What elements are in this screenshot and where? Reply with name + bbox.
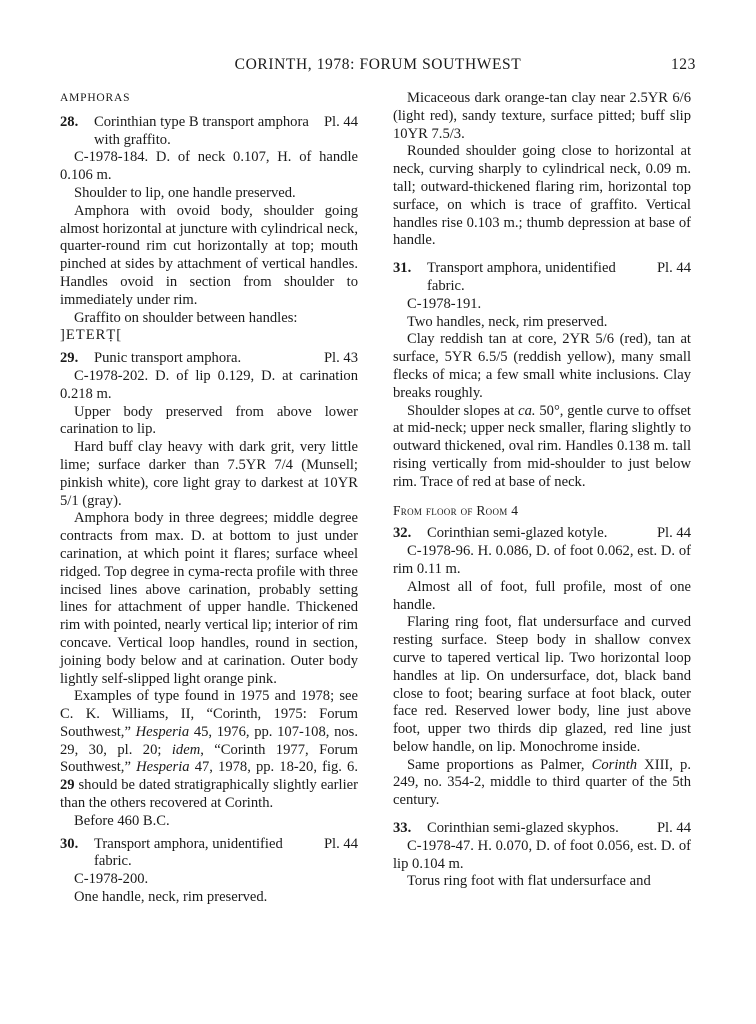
section-title-amphoras: AMPHORAS	[60, 92, 131, 104]
entry-title: Corinthian type B transport amphora with graffito.	[94, 113, 309, 148]
graffito-label: Graffito on shoulder between handles:	[74, 309, 298, 326]
right-column	[393, 90, 691, 891]
catalog-number: C-1978-47. H. 0.070, D. of foot 0.056, est. D. of lip 0.104 m.	[393, 837, 691, 872]
catalog-entry-30	[60, 836, 358, 907]
catalog-number: C-1978-184. D. of neck 0.107, H. of handle 0.106 m.	[60, 149, 358, 184]
left-column	[60, 90, 358, 907]
journal-title: Hesperia	[136, 759, 190, 776]
circa: ca.	[518, 402, 536, 419]
entry-heading	[60, 350, 358, 368]
preserved-parts: Two handles, neck, rim preserved.	[407, 313, 608, 330]
series-title: Corinth	[591, 756, 638, 773]
clay-description: Micaceous dark orange-tan clay near 2.5YR 6/6 (light red), sandy texture, surface pitted; buff slip 10YR 7.5/3.	[393, 90, 691, 142]
preserved-parts: One handle, neck, rim preserved.	[74, 889, 268, 906]
description: Rounded shoulder going close to horizontal at neck, curving sharply to cylindrical neck, 0.09 m. tall; outward-thickened flaring rim, horizontal top surface, on which is trace of graffito. Vertical handles rise 0.103 m.; thumb depression at base of handle.	[393, 143, 691, 249]
entry-number: 31.	[393, 260, 412, 277]
plate-reference: Pl. 44	[656, 525, 691, 542]
entry-number: 30.	[60, 835, 79, 852]
clay-description: Hard buff clay heavy with dark grit, very little lime; surface darker than 7.5YR 7/4 (Munsell; pinkish white), core light gray to darkest at 10YR 5/1 (gray).	[60, 439, 358, 509]
entry-heading	[60, 114, 358, 150]
catalog-entry-28	[60, 114, 358, 345]
clay-description: Clay reddish tan at core, 2YR 5/6 (red), tan at surface, 5YR 6.5/5 (reddish yellow), many small flecks of mica; a few small white inclusions. Clay breaks roughly.	[393, 331, 691, 401]
catalog-entry-30-continued	[393, 90, 691, 250]
catalog-entry-29	[60, 350, 358, 831]
description: Amphora with ovoid body, shoulder going almost horizontal at juncture with cylindrical neck, quarter-round rim cut horizontally at top; mouth pinched at sides by attachment of vertical handles. Handles ovoid in section from shoulder to immediately under rim.	[60, 202, 358, 308]
references: Same proportions as Palmer, Corinth XIII, p. 249, no. 354-2, middle to third quarter of the 5th century.	[393, 756, 691, 809]
preserved-parts: Almost all of foot, full profile, most of one handle.	[393, 578, 691, 613]
catalog-number: C-1978-96. H. 0.086, D. of foot 0.062, est. D. of rim 0.11 m.	[393, 543, 691, 577]
entry-heading	[393, 525, 691, 543]
entry-title: Corinthian semi-glazed skyphos.	[427, 820, 619, 837]
entry-title: Punic transport amphora.	[94, 350, 242, 367]
plate-reference: Pl. 43	[323, 350, 358, 367]
catalog-entry-33	[393, 820, 691, 891]
entry-number: 33.	[393, 820, 412, 837]
preserved-parts: Upper body preserved from above lower carination to lip.	[60, 403, 358, 438]
page-number: 123	[670, 56, 696, 73]
description: Flaring ring foot, flat undersurface and curved resting surface. Steep body in shallow convex curve to tapered vertical lip. Two horizontal loop handles at lip. On undersurface, dot, black band close to foot; bearing surface at foot black, outer face red. Reserved lower body, line just above foot, upper two thirds dip glazed, red line just below handle, on lip. Monochrome inside.	[393, 614, 691, 755]
plate-reference: Pl. 44	[656, 260, 691, 277]
preserved-parts: Shoulder to lip, one handle preserved.	[74, 184, 296, 201]
references: Examples of type found in 1975 and 1978; see C. K. Williams, II, “Corinth, 1975: Forum Southwest,” Hesperia 45, 1976, pp. 107-108, nos. 29, 30, pl. 20; idem, “Corinth 1977, Forum Southwest,” Hesperia 47, 1978, pp. 18-20, fig. 6. 29 should be dated stratigraphically slightly earlier than the others recovered at Corinth.	[60, 688, 358, 812]
entry-number: 32.	[393, 525, 412, 542]
entry-title: Transport amphora, unidentified fabric.	[94, 835, 283, 870]
catalog-number: C-1978-200.	[74, 871, 149, 888]
plate-reference: Pl. 44	[323, 113, 358, 130]
entry-title: Transport amphora, unidentified fabric.	[427, 260, 616, 294]
entry-heading	[393, 820, 691, 838]
entry-number: 29.	[60, 350, 79, 367]
description: Amphora body in three degrees; middle degree contracts from max. D. at bottom to just under carination, at which point it flares; surface wheel ridged. Top degree in cyma-recta profile with three incised lines above carination, probably setting lines for attachment of upper handle. Thickened rim with pointed, nearly vertical lip; interior of rim concave. Vertical loop handles, round in section, joining body below and at carination. Outer body lightly self-slipped light orange pink.	[60, 510, 358, 687]
entry-ref-number: 29	[60, 777, 75, 794]
plate-reference: Pl. 44	[323, 835, 358, 852]
section-title-room-4: From floor of Room 4	[393, 502, 519, 518]
date: Before 460 B.C.	[74, 812, 170, 829]
journal-title: Hesperia	[135, 723, 190, 740]
idem: idem	[171, 741, 201, 758]
catalog-entry-32	[393, 525, 691, 810]
plate-reference: Pl. 44	[656, 820, 691, 837]
catalog-entry-31	[393, 260, 691, 491]
description: Shoulder slopes at ca. 50°, gentle curve to offset at mid-neck; upper neck smaller, flaring slightly to outward thickened, oval rim. Handles 0.138 m. tall rising vertically from mid-shoulder to just below rim. Trace of red at base of neck.	[393, 402, 691, 490]
running-title: CORINTH, 1978: FORUM SOUTHWEST	[234, 56, 522, 73]
description: Torus ring foot with flat undersurface and	[407, 873, 651, 890]
entry-title: Corinthian semi-glazed kotyle.	[427, 525, 608, 542]
running-header	[60, 56, 696, 76]
catalog-number: C-1978-191.	[407, 295, 482, 312]
entry-heading	[393, 260, 691, 296]
catalog-number: C-1978-202. D. of lip 0.129, D. at carination 0.218 m.	[60, 367, 358, 402]
graffito-text: ]ETERṬ[	[60, 327, 123, 344]
entry-heading	[60, 836, 358, 872]
entry-number: 28.	[60, 113, 79, 130]
